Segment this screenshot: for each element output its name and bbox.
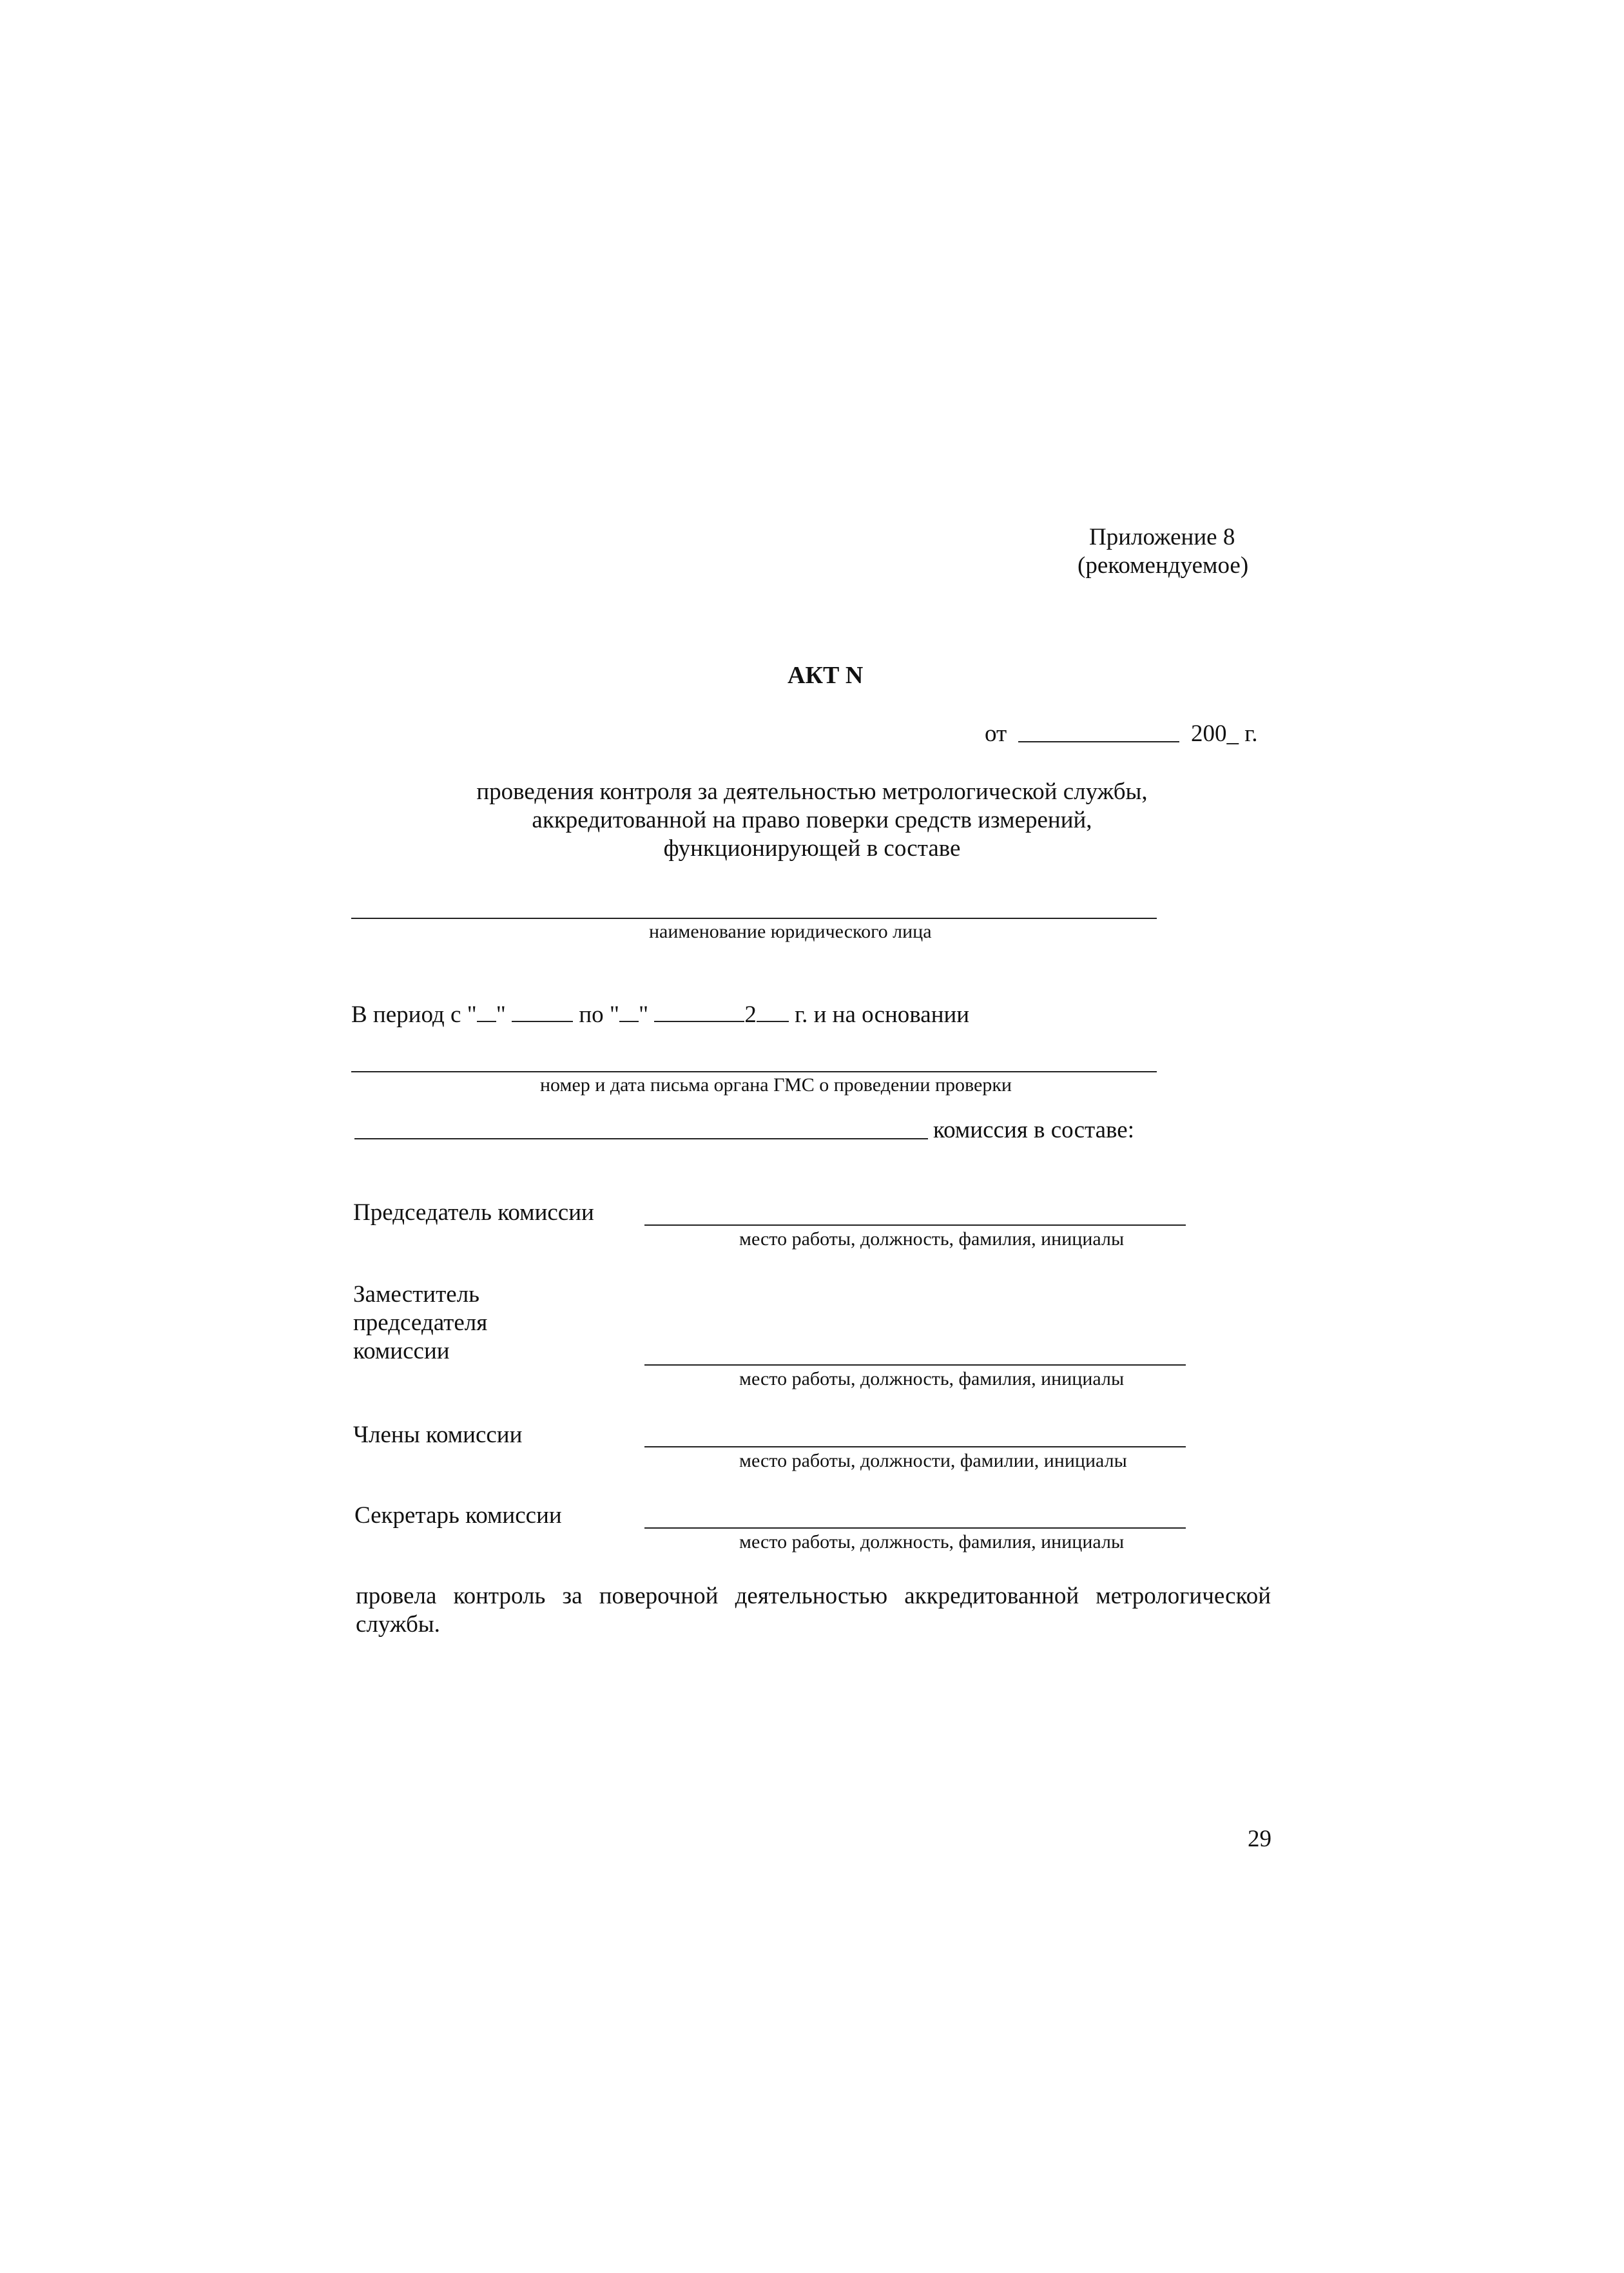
conclusion-line-2: службы. [356, 1611, 440, 1638]
date-blank-line[interactable] [1018, 741, 1179, 742]
deputy-line[interactable] [644, 1364, 1186, 1366]
conclusion-line-1: провела контроль за поверочной деятельностью аккредитованной метрологической [356, 1583, 1271, 1609]
period-start-day-blank[interactable] [477, 1001, 496, 1022]
period-quote-2: " [639, 1001, 649, 1028]
members-caption: место работы, должности, фамилии, инициалы [739, 1450, 1127, 1471]
period-row [351, 1001, 969, 1029]
document-title: АКТ N [788, 662, 864, 689]
date-year: 200_ г. [1191, 721, 1258, 747]
commission-composition-label: комиссия в составе: [933, 1117, 1135, 1143]
period-prefix: В период с " [351, 1001, 477, 1028]
page-number: 29 [1248, 1826, 1271, 1852]
deputy-label-line-2: председателя [353, 1310, 488, 1336]
legal-entity-caption: наименование юридического лица [649, 921, 932, 942]
period-year-prefix: 2 [744, 1001, 757, 1028]
appendix-number: Приложение 8 [1089, 524, 1235, 550]
secretary-caption: место работы, должность, фамилия, инициалы [739, 1531, 1125, 1552]
period-suffix: г. и на основании [795, 1001, 970, 1028]
period-end-day-blank[interactable] [619, 1001, 639, 1022]
period-year-blank[interactable] [757, 1001, 789, 1022]
date-from-label: от [985, 721, 1007, 747]
deputy-caption: место работы, должность, фамилия, инициалы [739, 1368, 1125, 1389]
appendix-status: (рекомендуемое) [1078, 552, 1249, 579]
secretary-line[interactable] [644, 1527, 1186, 1529]
period-end-month-blank[interactable] [654, 1001, 744, 1022]
period-quote-1: " [496, 1001, 506, 1028]
secretary-label: Секретарь комиссии [354, 1502, 562, 1529]
purpose-line-2: аккредитованной на право поверки средств измерений, [532, 807, 1092, 833]
deputy-label-line-1: Заместитель [353, 1281, 480, 1308]
deputy-label-line-3: комиссии [353, 1338, 450, 1364]
letter-caption: номер и дата письма органа ГМС о проведении проверки [540, 1074, 1012, 1096]
members-line[interactable] [644, 1446, 1186, 1447]
period-to-label: по " [579, 1001, 620, 1028]
chairman-label: Председатель комиссии [353, 1199, 594, 1226]
composition-line[interactable] [354, 1138, 928, 1139]
chairman-line[interactable] [644, 1224, 1186, 1226]
chairman-caption: место работы, должность, фамилия, инициалы [739, 1228, 1125, 1250]
purpose-line-3: функционирующей в составе [663, 835, 961, 862]
legal-entity-line[interactable] [351, 918, 1157, 919]
purpose-line-1: проведения контроля за деятельностью метрологической службы, [476, 779, 1148, 805]
period-start-month-blank[interactable] [512, 1001, 573, 1022]
members-label: Члены комиссии [353, 1422, 523, 1448]
letter-line[interactable] [351, 1071, 1157, 1072]
